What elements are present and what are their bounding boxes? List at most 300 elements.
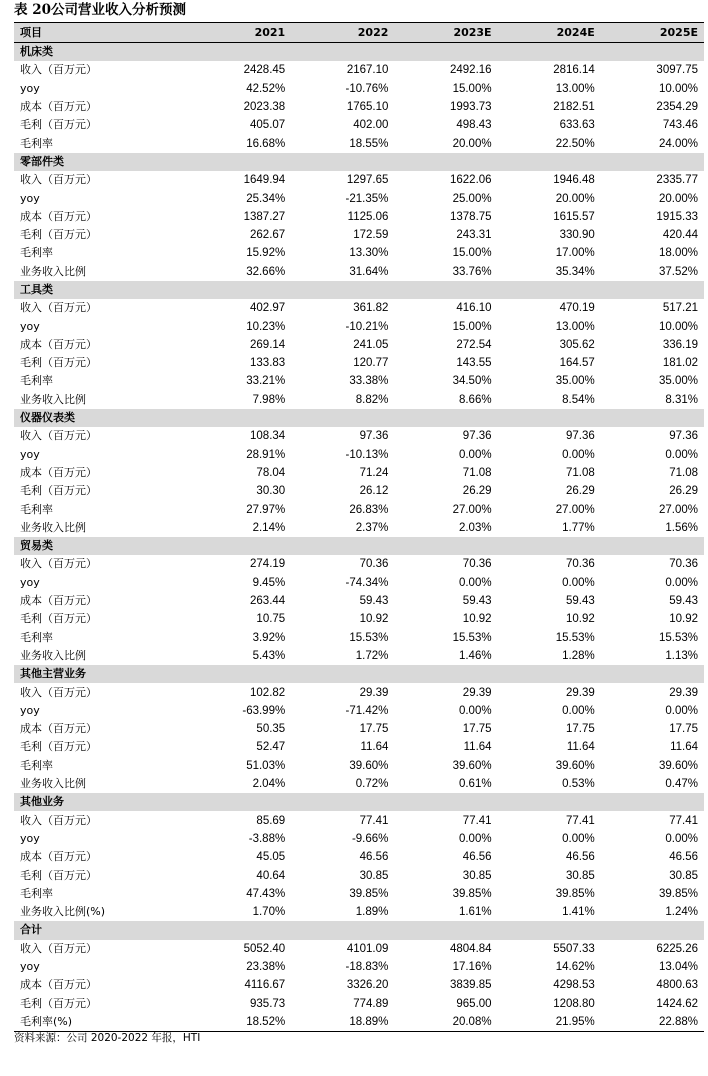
table-cell: 2492.16 xyxy=(450,64,492,77)
table-cell: 0.00% xyxy=(562,832,595,845)
table-cell: 965.00 xyxy=(456,997,492,1010)
table-row xyxy=(14,866,704,884)
header-year: 2023E xyxy=(394,23,497,43)
table-cell: 420.44 xyxy=(662,229,698,242)
section-header-row xyxy=(14,921,704,939)
table-cell: 1297.65 xyxy=(346,174,389,187)
row-label: 业务收入比例 xyxy=(20,648,86,662)
table-cell: 31.64% xyxy=(349,265,389,278)
table-cell: -21.35% xyxy=(345,192,389,205)
table-cell: 164.57 xyxy=(559,357,595,370)
table-cell: 20.00% xyxy=(658,192,698,205)
table-cell: 26.83% xyxy=(349,503,389,516)
table-cell: 13.00% xyxy=(555,320,595,333)
row-label: yoy xyxy=(20,191,40,205)
row-label: 收入（百万元） xyxy=(20,813,97,827)
header-year: 2021 xyxy=(188,23,291,43)
table-cell: 274.19 xyxy=(250,558,286,571)
table-row xyxy=(14,848,704,866)
table-cell: 272.54 xyxy=(456,338,492,351)
table-cell: 70.36 xyxy=(669,558,698,571)
table-cell: 0.00% xyxy=(665,832,698,845)
section-header-row xyxy=(14,665,704,683)
table-cell: -74.34% xyxy=(345,576,389,589)
table-cell: 133.83 xyxy=(250,357,286,370)
table-cell: 0.00% xyxy=(562,576,595,589)
table-cell: 5507.33 xyxy=(553,942,595,955)
table-row xyxy=(14,391,704,409)
table-cell: 1.56% xyxy=(665,521,698,534)
table-row xyxy=(14,336,704,354)
row-label: 业务收入比例 xyxy=(20,520,86,534)
table-row xyxy=(14,134,704,152)
table-cell: 15.53% xyxy=(555,631,595,644)
table-cell: 416.10 xyxy=(456,302,492,315)
table-cell: 0.00% xyxy=(562,704,595,717)
table-cell: -10.76% xyxy=(345,82,389,95)
table-cell: 1387.27 xyxy=(243,210,286,223)
table-cell: 34.50% xyxy=(452,375,492,388)
table-cell: -18.83% xyxy=(345,960,389,973)
header-year: 2025E xyxy=(601,23,704,43)
table-row xyxy=(14,1013,704,1032)
section-title: 合计 xyxy=(14,921,704,939)
row-label: 毛利（百万元） xyxy=(20,484,97,498)
table-cell: 2354.29 xyxy=(656,101,698,114)
row-label: 毛利率 xyxy=(20,502,53,516)
table-cell: 45.05 xyxy=(256,851,286,864)
table-row xyxy=(14,116,704,134)
table-cell: -71.42% xyxy=(345,704,389,717)
table-cell: 8.66% xyxy=(458,393,492,406)
header-year: 2024E xyxy=(498,23,601,43)
row-label: yoy xyxy=(20,319,40,333)
table-cell: 18.55% xyxy=(349,137,389,150)
table-cell: 16.68% xyxy=(246,137,286,150)
table-body xyxy=(14,43,704,1032)
table-cell: 262.67 xyxy=(250,229,286,242)
table-cell: 5052.40 xyxy=(243,942,286,955)
table-cell: 71.24 xyxy=(359,466,389,479)
row-label: 毛利率 xyxy=(20,630,53,644)
table-cell: 1.61% xyxy=(458,906,492,919)
row-label: 成本（百万元） xyxy=(20,978,97,992)
table-cell: 70.36 xyxy=(565,558,595,571)
table-cell: 1.70% xyxy=(252,906,286,919)
table-cell: 1615.57 xyxy=(553,210,595,223)
table-cell: 11.64 xyxy=(566,741,595,754)
table-cell: 172.59 xyxy=(353,229,389,242)
row-label: 毛利（百万元） xyxy=(20,740,97,754)
table-row xyxy=(14,683,704,701)
table-cell: 10.92 xyxy=(462,613,492,626)
table-cell: 1622.06 xyxy=(450,174,492,187)
table-cell: 22.50% xyxy=(555,137,595,150)
table-cell: 20.00% xyxy=(555,192,595,205)
row-label: 业务收入比例 xyxy=(20,264,86,278)
table-cell: 39.60% xyxy=(452,759,492,772)
row-label: 毛利率(%) xyxy=(14,1013,188,1032)
row-label: 收入（百万元） xyxy=(20,63,97,77)
table-cell: 2167.10 xyxy=(346,64,389,77)
table-cell: 39.85% xyxy=(658,887,698,900)
table-cell: 10.92 xyxy=(359,613,389,626)
table-cell: 46.56 xyxy=(462,851,492,864)
table-cell: 85.69 xyxy=(256,814,286,827)
table-cell: 29.39 xyxy=(462,686,492,699)
table-cell: 32.66% xyxy=(246,265,286,278)
table-cell: 29.39 xyxy=(669,686,698,699)
table-cell: 59.43 xyxy=(669,595,698,608)
table-cell: 10.00% xyxy=(658,82,698,95)
table-row xyxy=(14,263,704,281)
table-cell: 35.34% xyxy=(555,265,595,278)
source-note: 资料来源：公司 2020-2022 年报，HTI xyxy=(14,1032,201,1044)
table-cell: 11.64 xyxy=(670,741,698,754)
table-row xyxy=(14,446,704,464)
table-cell: 11.64 xyxy=(463,741,492,754)
row-label: 业务收入比例 xyxy=(20,777,86,791)
table-cell: 15.53% xyxy=(452,631,492,644)
row-label: 成本（百万元） xyxy=(20,337,97,351)
row-label: 业务收入比例 xyxy=(20,392,86,406)
table-cell: 4116.67 xyxy=(244,979,286,992)
table-row xyxy=(14,647,704,665)
table-cell: -10.21% xyxy=(345,320,389,333)
table-cell: 39.60% xyxy=(658,759,698,772)
table-row xyxy=(14,940,704,958)
table-cell: 27.97% xyxy=(246,503,286,516)
section-title: 其他业务 xyxy=(14,793,704,811)
table-cell: 30.30 xyxy=(256,485,286,498)
row-label: 收入（百万元） xyxy=(20,557,97,571)
table-cell: 935.73 xyxy=(250,997,286,1010)
table-cell: 7.98% xyxy=(252,393,286,406)
row-label: 成本（百万元） xyxy=(20,100,97,114)
table-cell: 3097.75 xyxy=(656,64,698,77)
table-cell: 15.53% xyxy=(658,631,698,644)
header-item: 项目 xyxy=(14,23,188,43)
table-cell: 46.56 xyxy=(669,851,698,864)
table-cell: 39.60% xyxy=(349,759,389,772)
table-row xyxy=(14,427,704,445)
table-cell: 97.36 xyxy=(462,430,492,443)
table-cell: 26.29 xyxy=(669,485,698,498)
section-title: 仪器仪表类 xyxy=(14,409,704,427)
table-cell: 13.00% xyxy=(555,82,595,95)
table-cell: 21.95% xyxy=(498,1013,601,1032)
table-cell: 27.00% xyxy=(452,503,492,516)
row-label: yoy xyxy=(20,447,40,461)
table-cell: 9.45% xyxy=(252,576,286,589)
table-cell: 35.00% xyxy=(555,375,595,388)
table-cell: 0.00% xyxy=(458,704,492,717)
table-cell: 1765.10 xyxy=(346,101,389,114)
table-cell: 17.75 xyxy=(565,723,595,736)
table-cell: 1.89% xyxy=(355,906,389,919)
table-cell: 39.85% xyxy=(555,887,595,900)
table-cell: 0.00% xyxy=(665,704,698,717)
table-cell: 143.55 xyxy=(456,357,492,370)
table-cell: 2.03% xyxy=(458,521,492,534)
table-cell: 1915.33 xyxy=(656,210,698,223)
table-cell: 77.41 xyxy=(669,814,698,827)
table-cell: 26.29 xyxy=(462,485,492,498)
section-title: 机床类 xyxy=(14,43,704,62)
table-cell: 35.00% xyxy=(658,375,698,388)
table-cell: 0.00% xyxy=(562,448,595,461)
table-cell: 470.19 xyxy=(559,302,595,315)
row-label: 毛利率 xyxy=(20,886,53,900)
table-cell: 402.00 xyxy=(353,119,389,132)
table-cell: 0.72% xyxy=(355,778,389,791)
table-cell: 2816.14 xyxy=(553,64,595,77)
table-cell: 181.02 xyxy=(662,357,698,370)
table-row xyxy=(14,738,704,756)
table-cell: 77.41 xyxy=(565,814,595,827)
table-cell: 77.41 xyxy=(359,814,389,827)
table-cell: 28.91% xyxy=(246,448,286,461)
section-header-row xyxy=(14,537,704,555)
table-cell: 97.36 xyxy=(669,430,698,443)
table-cell: 17.75 xyxy=(462,723,492,736)
table-cell: 774.89 xyxy=(353,997,389,1010)
table-cell: 30.85 xyxy=(359,869,389,882)
table-cell: 27.00% xyxy=(658,503,698,516)
table-cell: 29.39 xyxy=(565,686,595,699)
table-cell: 1946.48 xyxy=(553,174,595,187)
table-row xyxy=(14,885,704,903)
table-cell: 3839.85 xyxy=(450,979,492,992)
table-cell: 243.31 xyxy=(456,229,492,242)
table-cell: 2023.38 xyxy=(243,101,286,114)
table-row xyxy=(14,976,704,994)
table-cell: 10.23% xyxy=(246,320,286,333)
row-label: 毛利（百万元） xyxy=(20,868,97,882)
table-cell: 18.89% xyxy=(291,1013,394,1032)
table-cell: 33.76% xyxy=(452,265,492,278)
table-cell: 4804.84 xyxy=(450,942,492,955)
table-cell: 10.92 xyxy=(565,613,595,626)
table-row xyxy=(14,189,704,207)
table-cell: 1.28% xyxy=(562,649,595,662)
table-cell: 30.85 xyxy=(669,869,698,882)
table-cell: 1993.73 xyxy=(450,101,492,114)
row-label: yoy xyxy=(20,831,40,845)
table-cell: 25.34% xyxy=(246,192,286,205)
table-cell: 743.46 xyxy=(662,119,698,132)
section-header-row xyxy=(14,793,704,811)
table-row xyxy=(14,720,704,738)
table-cell: 2.04% xyxy=(252,778,286,791)
table-cell: 517.21 xyxy=(662,302,698,315)
table-cell: 0.61% xyxy=(458,778,492,791)
table-cell: 2.14% xyxy=(252,521,286,534)
table-row xyxy=(14,702,704,720)
table-cell: 17.16% xyxy=(452,960,492,973)
table-row xyxy=(14,574,704,592)
table-cell: 46.56 xyxy=(359,851,389,864)
row-label: 收入（百万元） xyxy=(20,429,97,443)
table-cell: 39.85% xyxy=(452,887,492,900)
table-row xyxy=(14,98,704,116)
header-year: 2022 xyxy=(291,23,394,43)
row-label: 毛利率 xyxy=(20,136,53,150)
table-cell: 47.43% xyxy=(246,887,286,900)
table-cell: 78.04 xyxy=(256,466,286,479)
table-cell: 633.63 xyxy=(559,119,595,132)
table-cell: 0.00% xyxy=(665,448,698,461)
table-cell: 0.47% xyxy=(665,778,698,791)
table-cell: 361.82 xyxy=(353,302,389,315)
row-label: 成本（百万元） xyxy=(20,465,97,479)
table-cell: 4101.09 xyxy=(346,942,389,955)
table-row xyxy=(14,610,704,628)
table-cell: 102.82 xyxy=(250,686,286,699)
row-label: 毛利率 xyxy=(20,374,53,388)
table-row xyxy=(14,299,704,317)
table-cell: 26.12 xyxy=(359,485,389,498)
table-cell: 59.43 xyxy=(565,595,595,608)
table-cell: 2.37% xyxy=(355,521,389,534)
row-label: 收入（百万元） xyxy=(20,301,97,315)
table-cell: 120.77 xyxy=(353,357,389,370)
table-cell: 70.36 xyxy=(462,558,492,571)
table-row xyxy=(14,629,704,647)
table-cell: 70.36 xyxy=(359,558,389,571)
table-row xyxy=(14,994,704,1012)
table-cell: 13.04% xyxy=(658,960,698,973)
table-cell: -63.99% xyxy=(242,704,286,717)
table-cell: 1208.80 xyxy=(553,997,595,1010)
table-row xyxy=(14,757,704,775)
table-cell: 11.64 xyxy=(360,741,389,754)
table-row xyxy=(14,519,704,537)
table-cell: 14.62% xyxy=(555,960,595,973)
table-cell: 2335.77 xyxy=(656,174,698,187)
table-cell: 2428.45 xyxy=(243,64,286,77)
table-cell: 39.85% xyxy=(349,887,389,900)
table-cell: 1.41% xyxy=(562,906,595,919)
table-row xyxy=(14,775,704,793)
table-cell: 1.72% xyxy=(355,649,389,662)
table-cell: 2182.51 xyxy=(553,101,595,114)
table-cell: 42.52% xyxy=(246,82,286,95)
table-cell: 330.90 xyxy=(559,229,595,242)
table-cell: 0.00% xyxy=(458,832,492,845)
table-cell: 263.44 xyxy=(250,595,286,608)
table-row xyxy=(14,592,704,610)
table-cell: -3.88% xyxy=(248,832,286,845)
table-cell: 10.92 xyxy=(669,613,698,626)
section-header-row xyxy=(14,409,704,427)
table-cell: 305.62 xyxy=(559,338,595,351)
table-cell: -9.66% xyxy=(351,832,389,845)
table-cell: 50.35 xyxy=(256,723,286,736)
row-label: yoy xyxy=(20,959,40,973)
row-label: 毛利率 xyxy=(20,758,53,772)
table-cell: 25.00% xyxy=(452,192,492,205)
table-cell: 40.64 xyxy=(256,869,286,882)
section-header-row xyxy=(14,43,704,62)
row-label: 业务收入比例(%) xyxy=(20,905,106,919)
table-row xyxy=(14,903,704,921)
table-cell: 15.53% xyxy=(349,631,389,644)
table-cell: 17.75 xyxy=(669,723,698,736)
row-label: 毛利（百万元） xyxy=(20,996,97,1010)
table-cell: 15.00% xyxy=(452,320,492,333)
table-cell: 97.36 xyxy=(565,430,595,443)
row-label: 成本（百万元） xyxy=(20,850,97,864)
row-label: yoy xyxy=(20,81,40,95)
table-cell: 71.08 xyxy=(565,466,595,479)
table-cell: 241.05 xyxy=(353,338,389,351)
table-cell: 24.00% xyxy=(658,137,698,150)
table-cell: 13.30% xyxy=(349,247,389,260)
table-cell: 3326.20 xyxy=(346,979,389,992)
table-row xyxy=(14,464,704,482)
table-cell: 1.46% xyxy=(458,649,492,662)
table-cell: 97.36 xyxy=(359,430,389,443)
table-cell: 27.00% xyxy=(555,503,595,516)
table-row xyxy=(14,830,704,848)
table-row xyxy=(14,958,704,976)
table-cell: 71.08 xyxy=(462,466,492,479)
table-cell: 17.75 xyxy=(359,723,389,736)
table-cell: 39.60% xyxy=(555,759,595,772)
table-cell: 37.52% xyxy=(658,265,698,278)
table-cell: 498.43 xyxy=(456,119,492,132)
table-cell: 3.92% xyxy=(252,631,286,644)
table-cell: 15.92% xyxy=(246,247,286,260)
section-header-row xyxy=(14,281,704,299)
table-row xyxy=(14,555,704,573)
table-row xyxy=(14,372,704,390)
table-cell: 0.00% xyxy=(458,448,492,461)
section-title: 工具类 xyxy=(14,281,704,299)
table-cell: 20.00% xyxy=(452,137,492,150)
table-cell: -10.13% xyxy=(345,448,389,461)
table-cell: 10.00% xyxy=(658,320,698,333)
table-cell: 18.00% xyxy=(658,247,698,260)
row-label: 收入（百万元） xyxy=(20,685,97,699)
table-cell: 29.39 xyxy=(359,686,389,699)
table-row xyxy=(14,208,704,226)
table-cell: 59.43 xyxy=(359,595,389,608)
table-row xyxy=(14,226,704,244)
row-label: 毛利（百万元） xyxy=(20,356,97,370)
table-cell: 1.77% xyxy=(562,521,595,534)
row-label: yoy xyxy=(20,703,40,717)
row-label: 毛利（百万元） xyxy=(20,612,97,626)
table-row xyxy=(14,482,704,500)
table-cell: 0.53% xyxy=(562,778,595,791)
table-row xyxy=(14,171,704,189)
table-cell: 0.00% xyxy=(665,576,698,589)
table-cell: 22.88% xyxy=(601,1013,704,1032)
table-cell: 108.34 xyxy=(250,430,286,443)
table-cell: 6225.26 xyxy=(656,942,698,955)
revenue-forecast-table xyxy=(14,22,704,1032)
section-header-row xyxy=(14,153,704,171)
table-cell: 8.82% xyxy=(355,393,389,406)
table-cell: 0.00% xyxy=(458,576,492,589)
section-title: 其他主营业务 xyxy=(14,665,704,683)
row-label: 收入（百万元） xyxy=(20,941,97,955)
table-cell: 1.24% xyxy=(665,906,698,919)
table-cell: 26.29 xyxy=(565,485,595,498)
row-label: 成本（百万元） xyxy=(20,209,97,223)
